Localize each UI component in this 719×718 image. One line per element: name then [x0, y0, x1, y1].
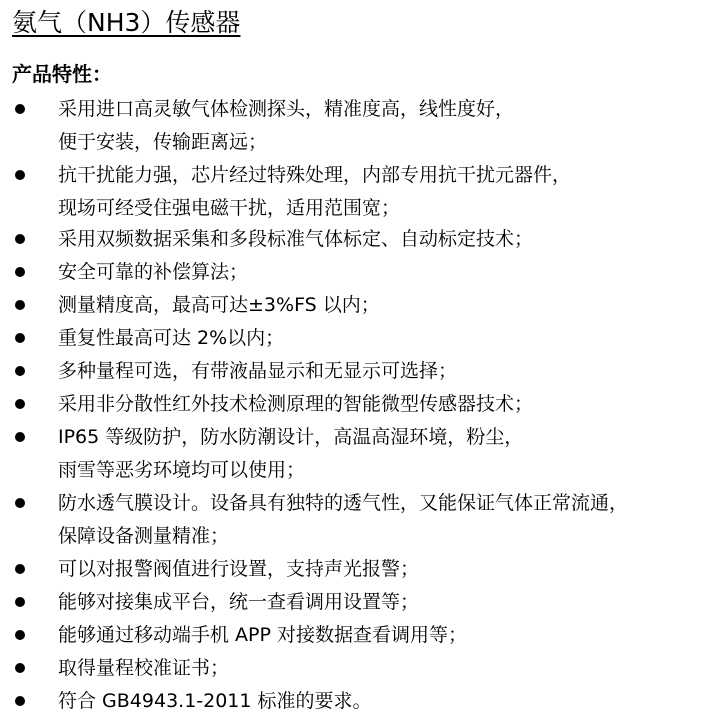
bullet-icon [15, 597, 25, 607]
feature-list-item [0, 388, 719, 421]
feature-list-item [0, 223, 719, 256]
feature-text-line: 雨雪等恶劣环境均可以使用； [58, 459, 306, 481]
feature-text [58, 159, 713, 225]
feature-text-line: 重复性最高可达 2%以内； [58, 327, 285, 349]
feature-list-item [0, 652, 719, 685]
feature-text-line: 采用非分散性红外技术检测原理的智能微型传感器技术； [58, 393, 534, 415]
bullet-icon [15, 234, 25, 244]
feature-text-line: 安全可靠的补偿算法； [58, 261, 249, 283]
feature-text-line: 采用进口高灵敏气体检测探头，精准度高，线性度好， [58, 98, 515, 120]
feature-list-item [0, 487, 719, 553]
feature-text-line: 现场可经受住强电磁干扰，适用范围宽； [58, 197, 401, 219]
feature-text [58, 619, 713, 652]
bullet-icon [15, 170, 25, 180]
feature-text [58, 93, 713, 159]
bullet-icon [15, 267, 25, 277]
bullet-icon [15, 104, 25, 114]
bullet-icon [15, 498, 25, 508]
feature-text-line: 采用双频数据采集和多段标准气体标定、自动标定技术； [58, 228, 534, 250]
feature-text [58, 652, 713, 685]
feature-text [58, 421, 713, 487]
feature-list-item [0, 322, 719, 355]
feature-list-item [0, 355, 719, 388]
feature-text [58, 685, 713, 718]
feature-list-item [0, 619, 719, 652]
section-heading-product-features: 产品特性： [12, 62, 112, 86]
feature-text-line: 取得量程校准证书； [58, 657, 230, 679]
feature-text [58, 223, 713, 256]
document-title: 氨气（NH3）传感器 [12, 8, 241, 37]
feature-text [58, 256, 713, 289]
feature-list-item [0, 586, 719, 619]
feature-text-line: 抗干扰能力强，芯片经过特殊处理，内部专用抗干扰元器件， [58, 164, 572, 186]
feature-text-line: 能够通过移动端手机 APP 对接数据查看调用等； [58, 624, 467, 646]
bullet-icon [15, 663, 25, 673]
feature-list-item [0, 553, 719, 586]
feature-text-line: 符合 GB4943.1-2011 标准的要求。 [58, 690, 372, 712]
bullet-icon [15, 564, 25, 574]
feature-list-item [0, 256, 719, 289]
bullet-icon [15, 696, 25, 706]
bullet-icon [15, 366, 25, 376]
feature-list-item [0, 93, 719, 159]
bullet-icon [15, 399, 25, 409]
feature-text-line: 测量精度高，最高可达±3%FS 以内； [58, 294, 380, 316]
feature-text [58, 355, 713, 388]
bullet-icon [15, 432, 25, 442]
feature-text [58, 586, 713, 619]
feature-text [58, 553, 713, 586]
feature-list-item [0, 421, 719, 487]
bullet-icon [15, 300, 25, 310]
feature-text [58, 487, 713, 553]
feature-text [58, 289, 713, 322]
feature-text-line: 可以对报警阀值进行设置，支持声光报警； [58, 558, 420, 580]
feature-text-line: 多种量程可选，有带液晶显示和无显示可选择； [58, 360, 458, 382]
bullet-icon [15, 630, 25, 640]
feature-text-line: 便于安装，传输距离远； [58, 131, 268, 153]
feature-text-line: IP65 等级防护，防水防潮设计，高温高湿环境，粉尘， [58, 426, 524, 448]
feature-list-item [0, 159, 719, 225]
feature-text-line: 能够对接集成平台，统一查看调用设置等； [58, 591, 420, 613]
feature-list-item [0, 289, 719, 322]
bullet-icon [15, 333, 25, 343]
feature-text [58, 322, 713, 355]
feature-text-line: 保障设备测量精准； [58, 525, 230, 547]
feature-text-line: 防水透气膜设计。设备具有独特的透气性，又能保证气体正常流通， [58, 492, 629, 514]
feature-list-item [0, 685, 719, 718]
feature-text [58, 388, 713, 421]
